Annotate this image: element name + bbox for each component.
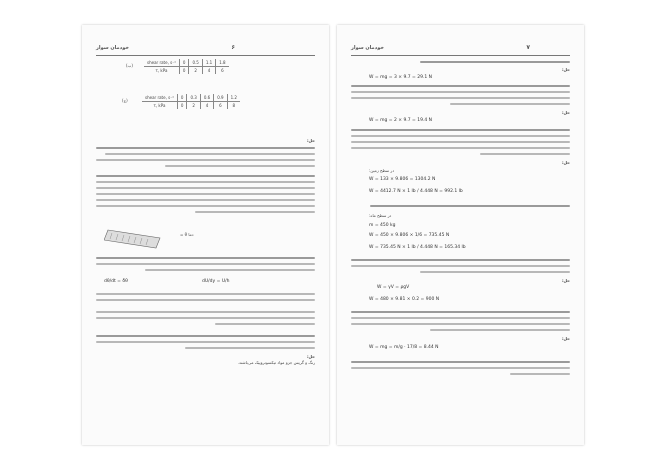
equation: W = 450 × 9.806 × 1/6 = 735.45 N [369,233,450,238]
text-line [215,323,315,325]
text-line [351,147,570,149]
text-line [96,175,315,177]
text-line [195,211,315,213]
equation: W = 4412.7 N × 1 lb / 4.448 N = 992.1 lb [369,189,463,194]
table-cell: 4 [200,102,213,110]
text-line [351,265,570,267]
text-line [96,293,315,295]
solution-label-2: حل: [561,110,570,115]
text-line [351,85,570,87]
table-cell: 1.1 [202,59,215,67]
equation: dU/dy = U/h [202,279,230,284]
table-cell: 0.6 [200,94,213,102]
table-cell: 1.8 [216,59,229,67]
table-cell: 0 [179,67,189,75]
table-header-cell: shear rate, s⁻¹ [144,59,179,67]
figure-label: دما θ = [180,232,194,237]
text-line [351,91,570,93]
text-line [351,129,570,131]
equation: m = 450 kg [369,223,396,228]
text-line [96,263,315,265]
table-cell: 0.9 [214,94,227,102]
solution-label-2: حل: [306,354,315,359]
table-header-cell: τ, kPa [142,102,177,110]
equation: W = 735.45 N × 1 lb / 4.448 N = 165.34 lb [369,245,466,250]
text-line [510,373,570,375]
equation: W = mg = 2 × 9.7 = 19.4 N [369,118,433,123]
left-page [82,25,329,445]
equation: W = 133 × 9.806 = 1304.2 N [369,177,436,182]
text-line [96,159,315,161]
text-line [96,311,315,313]
page-header [351,43,570,56]
solution-label-5: حل: [561,336,570,341]
text-line [370,205,570,207]
text-line [96,335,315,337]
table-cell: 2 [187,102,200,110]
text-line [96,147,315,149]
text-line [351,97,570,99]
text-line [145,269,315,271]
page-header [96,43,315,56]
text-line [351,135,570,137]
table-header-cell: τ, kPa [144,67,179,75]
equation: W = mg = m/g · 17/8 = 8.44 N [369,345,439,350]
plate-figure [104,224,166,252]
table-cell: 2 [189,67,202,75]
page-number: ۶ [231,44,235,51]
table-c [142,94,240,109]
text-line [420,271,570,273]
page-number: ۷ [526,44,530,51]
text-line [96,181,315,183]
equation: W = mg = 3 × 9.7 = 29.1 N [369,75,433,80]
table-cell: 0.5 [189,59,202,67]
table-cell: 0 [177,102,187,110]
text-line [430,329,570,331]
text-line [450,103,570,105]
right-page [337,25,584,445]
table-cell: 0 [177,94,187,102]
text-line [96,193,315,195]
table-cell: 1.2 [227,94,240,102]
solution-label-3: حل: [561,160,570,165]
solution-label: حل: [561,67,570,72]
text-line [351,141,570,143]
moon-label: در سطح ماه: [369,213,392,218]
table-cell: 0.3 [187,94,200,102]
table-b-label: (ب) [126,63,133,68]
header-title: خودمان سوار [96,45,129,51]
text-line [420,61,570,63]
equation: W = γV = ρgV [377,285,410,290]
text-line [96,257,315,259]
text-line [96,199,315,201]
text-line [185,347,315,349]
text-line [351,259,570,261]
table-cell: 0 [179,59,189,67]
text-line [165,165,315,167]
text-line [96,187,315,189]
solution-label-4: حل: [561,278,570,283]
text-line [351,317,570,319]
text-line [96,317,315,319]
text-line [351,367,570,369]
text-line [105,153,315,155]
table-header-cell: shear rate, s⁻¹ [142,94,177,102]
text-line [96,299,315,301]
table-b [144,59,229,74]
earth-label: در سطح زمین: [369,168,395,173]
table-cell: 4 [202,67,215,75]
text-line [351,323,570,325]
closing-text: رنگ و گریس جزو مواد تیکسوتروپیک می‌باشند. [237,360,315,365]
text-line [480,153,570,155]
table-cell: 6 [221,68,224,73]
table-c-label: (ج) [122,98,128,103]
table-cell: 8 [232,103,236,108]
text-line [351,311,570,313]
text-line [351,361,570,363]
solution-label: حل: [306,138,315,143]
equation: dθ/dt = δθ [104,279,128,284]
table-cell: 6 [214,102,227,110]
text-line [96,205,315,207]
equation: W = 480 × 9.81 × 0.2 = 900 N [369,297,440,302]
text-line [96,341,315,343]
header-title: خودمان سوار [351,45,384,51]
